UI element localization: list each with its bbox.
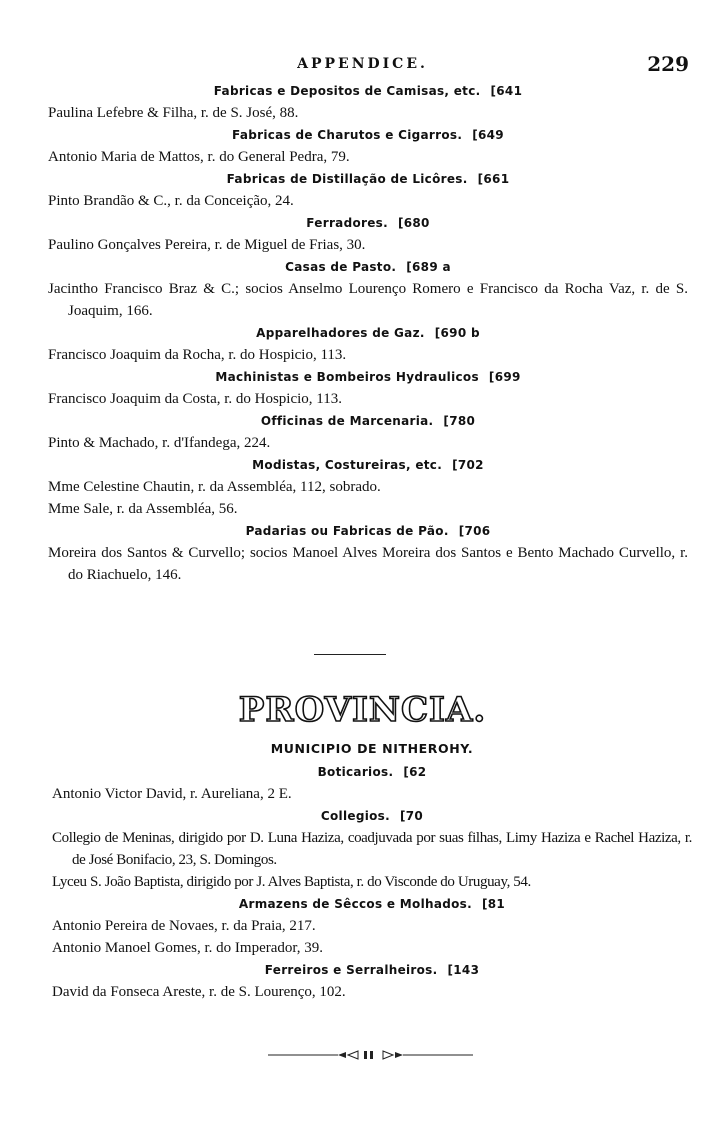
directory-entry: Mme Sale, r. da Assembléa, 56.: [48, 501, 238, 517]
province-directory-sections: [52, 737, 692, 1003]
heading-text: Apparelhadores de Gaz.: [256, 326, 425, 340]
heading-code: [641: [490, 84, 523, 98]
heading-text: Ferradores.: [306, 216, 388, 230]
directory-entry: Antonio Victor David, r. Aureliana, 2 E.: [52, 786, 292, 802]
heading-code: [680: [397, 216, 430, 230]
heading-text: Ferreiros e Serralheiros.: [264, 963, 438, 977]
directory-entry: Mme Celestine Chautin, r. da Assembléa, 112, sobrado.: [48, 479, 381, 495]
heading-code: [690 b: [434, 326, 480, 340]
section-heading: [48, 322, 688, 344]
section-heading: [48, 366, 688, 388]
heading-text: Fabricas de Distillação de Licôres.: [226, 172, 468, 186]
ornament-divider-icon: [268, 1048, 473, 1062]
heading-code: [661: [477, 172, 510, 186]
heading-code: [780: [443, 414, 476, 428]
heading-text: Officinas de Marcenaria.: [260, 414, 434, 428]
heading-text: Modistas, Costureiras, etc.: [252, 458, 443, 472]
directory-entry: Pinto Brandão & C., r. da Conceição, 24.: [48, 193, 294, 209]
heading-code: [699: [488, 370, 521, 384]
section-heading: [52, 761, 692, 783]
directory-entry: Jacintho Francisco Braz & C.; socios Anselmo Lourenço Romero e Francisco da Rocha Vaz, r. de S. Joaquim, 166.: [48, 281, 688, 319]
heading-text: Armazens de Sêccos e Molhados.: [238, 897, 472, 911]
directory-entry: Paulina Lefebre & Filha, r. de S. José, 88.: [48, 105, 299, 121]
section-heading: [48, 256, 688, 278]
city-directory-sections: [48, 80, 688, 586]
directory-entry: Pinto & Machado, r. d'Ifandega, 224.: [48, 435, 271, 451]
heading-text: Fabricas e Depositos de Camisas, etc.: [213, 84, 481, 98]
heading-code: [702: [452, 458, 484, 472]
heading-code: [143: [447, 963, 480, 977]
heading-code: [649: [472, 128, 504, 142]
directory-entry: Collegio de Meninas, dirigido por D. Luna Haziza, coadjuvada por suas filhas, Limy Haziza e Rachel Haziza, r. de José Bonifacio, 23, S. Domingos.: [52, 830, 692, 868]
heading-text: Machinistas e Bombeiros Hydraulicos: [215, 370, 479, 384]
header-title: APPENDICE.: [297, 56, 428, 72]
section-heading: [48, 520, 688, 542]
heading-code: [70: [399, 809, 424, 823]
section-heading: [48, 212, 688, 234]
directory-entry: Antonio Maria de Mattos, r. do General Pedra, 79.: [48, 149, 350, 165]
section-heading: [48, 454, 688, 476]
directory-entry: Lyceu S. João Baptista, dirigido por J. Alves Baptista, r. do Visconde do Uruguay, 54.: [52, 874, 531, 890]
directory-entry: Paulino Gonçalves Pereira, r. de Miguel de Frias, 30.: [48, 237, 366, 253]
heading-code: [689 a: [406, 260, 451, 274]
directory-entry: Francisco Joaquim da Rocha, r. do Hospicio, 113.: [48, 347, 347, 363]
directory-entry: Francisco Joaquim da Costa, r. do Hospicio, 113.: [48, 391, 342, 407]
heading-text: Boticarios.: [317, 765, 394, 779]
heading-code: [81: [481, 897, 506, 911]
heading-text: Padarias ou Fabricas de Pão.: [245, 524, 449, 538]
heading-text: Casas de Pasto.: [285, 260, 397, 274]
section-heading: [52, 893, 692, 915]
directory-entry: Antonio Pereira de Novaes, r. da Praia, 217.: [52, 918, 316, 934]
section-heading: [52, 959, 692, 981]
section-heading: [48, 80, 688, 102]
section-heading: [48, 168, 688, 190]
heading-code: [62: [403, 765, 427, 779]
page-number: 229: [647, 52, 689, 76]
section-heading: [48, 124, 688, 146]
directory-entry: Moreira dos Santos & Curvello; socios Manoel Alves Moreira dos Santos e Bento Machado Curvello, r. do Riachuelo, 146.: [48, 545, 688, 583]
directory-entry: Antonio Manoel Gomes, r. do Imperador, 39.: [52, 940, 324, 956]
heading-code: [706: [458, 524, 491, 538]
heading-text: Collegios.: [320, 809, 390, 823]
section-divider: [314, 654, 386, 655]
section-heading: [48, 410, 688, 432]
directory-entry: David da Fonseca Areste, r. de S. Lourenço, 102.: [52, 984, 346, 1000]
running-header: [0, 54, 725, 76]
municipality-heading: MUNICIPIO DE NITHEROHY.: [270, 741, 474, 756]
section-heading: [52, 805, 692, 827]
heading-text: Fabricas de Charutos e Cigarros.: [232, 128, 463, 142]
province-title: PROVINCIA.: [238, 690, 487, 730]
